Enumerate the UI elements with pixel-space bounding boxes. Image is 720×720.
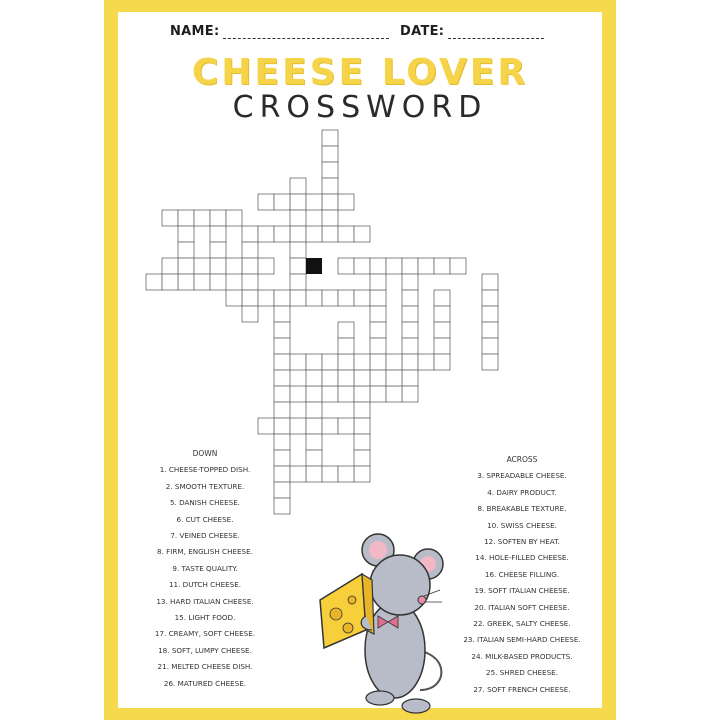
across-clue: 24. MILK-BASED PRODUCTS. <box>471 651 573 661</box>
down-clue: 8. FIRM, ENGLISH CHEESE. <box>157 547 253 557</box>
across-clue: 12. SOFTEN BY HEAT. <box>484 537 560 547</box>
across-clue: 10. SWISS CHEESE. <box>487 520 557 530</box>
across-clue: 14. HOLE-FILLED CHEESE. <box>475 553 569 563</box>
down-clue: 9. TASTE QUALITY. <box>172 563 238 573</box>
name-line[interactable] <box>223 26 389 39</box>
across-clue: 20. ITALIAN SOFT CHEESE. <box>474 602 570 612</box>
across-clue: 16. CHEESE FILLING. <box>484 569 560 579</box>
mouse-with-cheese-illustration <box>300 530 460 720</box>
down-heading: DOWN <box>192 449 218 458</box>
name-label: NAME: <box>170 24 220 39</box>
across-clue: 25. SHRED CHEESE. <box>486 668 558 678</box>
down-clues <box>150 446 260 692</box>
across-clues <box>452 452 592 698</box>
down-clue: 7. VEINED CHEESE. <box>170 531 240 541</box>
across-clue: 8. BREAKABLE TEXTURE. <box>477 504 567 514</box>
date-line[interactable] <box>448 26 544 39</box>
across-clue: 23. ITALIAN SEMI-HARD CHEESE. <box>463 635 581 645</box>
down-clue: 21. MELTED CHEESE DISH. <box>157 662 253 672</box>
down-clue: 15. LIGHT FOOD. <box>174 613 236 623</box>
down-clue: 18. SOFT, LUMPY CHEESE. <box>158 645 252 655</box>
down-clue: 17. CREAMY, SOFT CHEESE. <box>154 629 256 639</box>
across-clue: 22. GREEK, SALTY CHEESE. <box>473 619 571 629</box>
down-clue: 11. DUTCH CHEESE. <box>168 580 242 590</box>
down-clue: 13. HARD ITALIAN CHEESE. <box>156 596 254 606</box>
across-clue: 3. SPREADABLE CHEESE. <box>477 471 567 481</box>
across-heading: ACROSS <box>506 455 538 464</box>
title-crossword: CROSSWORD <box>232 90 488 125</box>
across-clue: 4. DAIRY PRODUCT. <box>487 487 557 497</box>
across-clue: 27. SOFT FRENCH CHEESE. <box>473 684 571 694</box>
down-clue: 26. MATURED CHEESE. <box>163 678 247 688</box>
title-cheese-lover: CHEESE LOVER <box>191 52 529 93</box>
date-field[interactable] <box>400 24 544 39</box>
down-clue: 1. CHEESE-TOPPED DISH. <box>159 465 251 475</box>
date-label: DATE: <box>400 24 445 39</box>
down-clue: 2. SMOOTH TEXTURE. <box>165 481 245 491</box>
down-clue: 6. CUT CHEESE. <box>176 514 234 524</box>
down-clue: 5. DANISH CHEESE. <box>169 498 241 508</box>
across-clue: 19. SOFT ITALIAN CHEESE. <box>474 586 570 596</box>
name-field[interactable] <box>170 24 389 39</box>
